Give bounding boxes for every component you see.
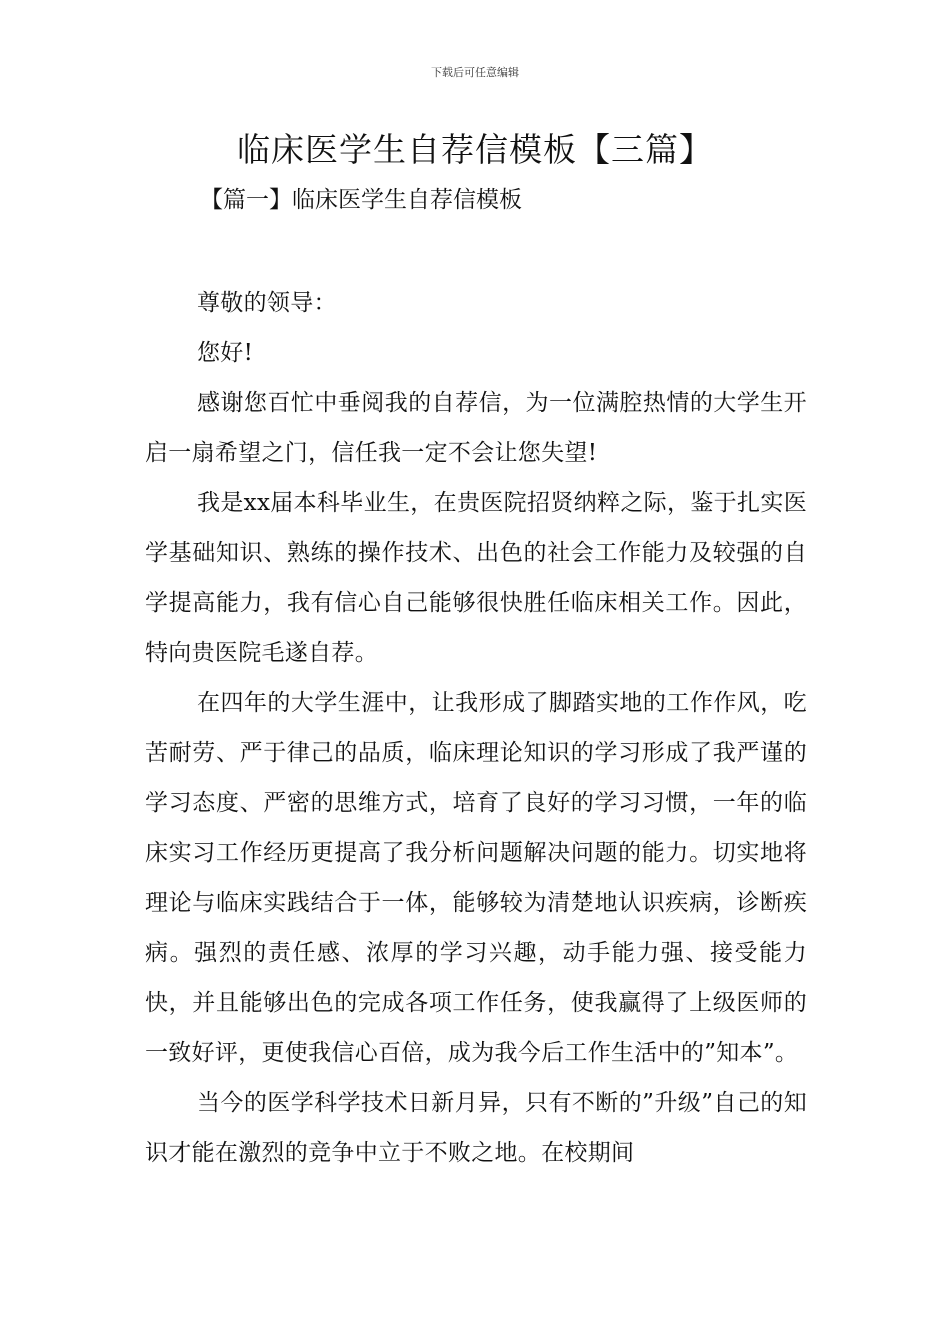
page-header-note: 下载后可任意编辑 [431, 66, 519, 79]
body-paragraph: 我是xx届本科毕业生，在贵医院招贤纳粹之际，鉴于扎实医学基础知识、熟练的操作技术、出色的社会工作能力及较强的自学提高能力，我有信心自己能够很快胜任临床相关工作。因此，特向贵医院毛遂自荐。 [145, 490, 807, 666]
document-title: 临床医学生自荐信模板【三篇】 [237, 130, 713, 169]
greeting: 您好! [197, 340, 254, 366]
body-paragraph: 感谢您百忙中垂阅我的自荐信，为一位满腔热情的大学生开启一扇希望之门，信任我一定不会让您失望! [145, 390, 807, 466]
salutation: 尊敬的领导： [197, 290, 337, 316]
body-paragraph: 当今的医学科学技术日新月异，只有不断的”升级”自己的知识才能在激烈的竞争中立于不败之地。在校期间 [145, 1090, 807, 1166]
body-paragraph: 在四年的大学生涯中，让我形成了脚踏实地的工作作风，吃苦耐劳、严于律己的品质，临床理论知识的学习形成了我严谨的学习态度、严密的思维方式，培育了良好的学习习惯，一年的临床实习工作经历更提高了我分析问题解决问题的能力。切实地将理论与临床实践结合于一体，能够较为清楚地认识疾病，诊断疾病。强烈的责任感、浓厚的学习兴趣，动手能力强、接受能力快，并且能够出色的完成各项工作任务，使我赢得了上级医师的一致好评，更使我信心百倍，成为我今后工作生活中的”知本”。 [145, 690, 807, 1066]
letter-body [145, 278, 807, 1178]
section-heading: 【篇一】临床医学生自荐信模板 [200, 187, 522, 213]
